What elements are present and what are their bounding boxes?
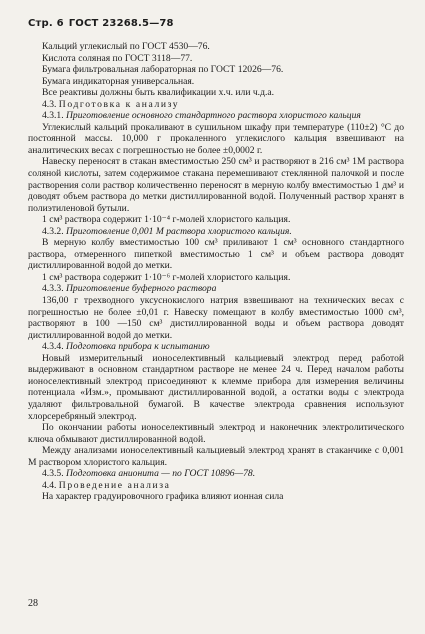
standard-number: ГОСТ 23268.5—78 bbox=[68, 18, 174, 29]
paragraph: Между анализами ионоселективный кальциевый электрод хранят в стаканчике с 0,001 М раствором хлористого кальция. bbox=[28, 445, 404, 468]
reagent-line: Кальций углекислый по ГОСТ 4530—76. bbox=[42, 41, 210, 52]
paragraph: 1 см³ раствора содержит 1·10⁻⁶ г-молей хлористого кальция. bbox=[42, 271, 291, 283]
section-heading bbox=[28, 480, 404, 492]
section-title: Подготовка к анализу bbox=[58, 98, 180, 110]
section-title: Подготовка анионита — по ГОСТ 10896—78. bbox=[66, 468, 256, 480]
reagent-line: Кислота соляная по ГОСТ 3118—77. bbox=[42, 52, 193, 64]
subsection-heading bbox=[28, 341, 404, 353]
paragraph: Новый измерительный ионоселективный кальциевый электрод перед работой выдерживают в основном стандартном растворе не менее 24 ч. Перед началом работы ионоселективный электрод присоединяют к клемме прибора для измерения величины потенциала «Изм.», промывают дистиллированной водой, а остатки воды с электрода удаляют фильтровальной бумагой. В качестве электрода сравнения используют хлорсеребряный электрод. bbox=[28, 352, 404, 422]
reagent-line: Бумага фильтровальная лабораторная по ГОСТ 12026—76. bbox=[42, 64, 284, 76]
section-title: Приготовление буферного раствора bbox=[66, 283, 217, 295]
section-heading bbox=[28, 99, 404, 111]
subsection-heading bbox=[28, 468, 404, 480]
section-title: Приготовление основного стандартного раствора хлористого кальция bbox=[66, 110, 361, 122]
paragraph: Углекислый кальций прокаливают в сушильном шкафу при температуре (110±2) °С до постоянной массы. 10,000 г прокаленного углекислого кальция взвешивают на аналитических весах с погрешностью не более ±0,0002 г. bbox=[28, 121, 404, 156]
reagent-line: Все реактивы должны быть квалификации х.ч. или ч.д.а. bbox=[42, 87, 275, 99]
section-number: 4.4. bbox=[42, 479, 57, 491]
paragraph: В мерную колбу вместимостью 100 см³ приливают 1 см³ основного стандартного раствора, отмеренного пипеткой вместимостью 1 см³ и объем раствора доводят дистиллированной водой до метки. bbox=[28, 237, 404, 272]
subsection-heading bbox=[28, 226, 404, 238]
section-number: 4.3.1. bbox=[42, 110, 64, 122]
section-number: 4.3. bbox=[42, 98, 57, 110]
page-header bbox=[28, 18, 179, 29]
body-text bbox=[28, 41, 404, 503]
section-number: 4.3.4. bbox=[42, 341, 64, 353]
paragraph: На характер градуировочного графика влияют ионная сила bbox=[42, 491, 284, 503]
section-title: Приготовление 0,001 М раствора хлористого кальция. bbox=[66, 225, 292, 237]
section-number: 4.3.3. bbox=[42, 283, 64, 295]
subsection-heading bbox=[28, 110, 404, 122]
paragraph: По окончании работы ионоселективный электрод и наконечник электролитического ключа обмывают дистиллированной водой. bbox=[28, 422, 404, 445]
paragraph: Навеску переносят в стакан вместимостью 250 см³ и растворяют в 216 см³ 1М раствора соляной кислоты, затем содержимое стакана перемешивают стеклянной палочкой и после растворения соли раствор количественно переносят в мерную колбу вместимостью 1 дм³ и доводят объем раствора до метки дистиллированной водой. Полученный раствор хранят в полиэтиленовой бутыли. bbox=[28, 156, 404, 214]
paragraph: 1 см³ раствора содержит 1·10⁻⁴ г-молей хлористого кальция. bbox=[42, 214, 291, 226]
page-number: 28 bbox=[28, 598, 38, 609]
page-label: Стр. 6 bbox=[28, 18, 64, 29]
section-number: 4.3.5. bbox=[42, 468, 64, 480]
paragraph: 136,00 г трехводного уксуснокислого натрия взвешивают на технических весах с погрешностью не более ±0,01 г. Навеску помещают в колбу вместимостью 1000 см³, растворяют в 100 —150 см³ дистиллированной воды и объем раствора доводят дистиллированной водой до метки. bbox=[28, 295, 404, 341]
section-title: Подготовка прибора к испытанию bbox=[66, 341, 210, 353]
subsection-heading bbox=[28, 283, 404, 295]
section-number: 4.3.2. bbox=[42, 225, 64, 237]
reagent-line: Бумага индикаторная универсальная. bbox=[42, 75, 195, 87]
section-title: Проведение анализа bbox=[58, 479, 171, 491]
